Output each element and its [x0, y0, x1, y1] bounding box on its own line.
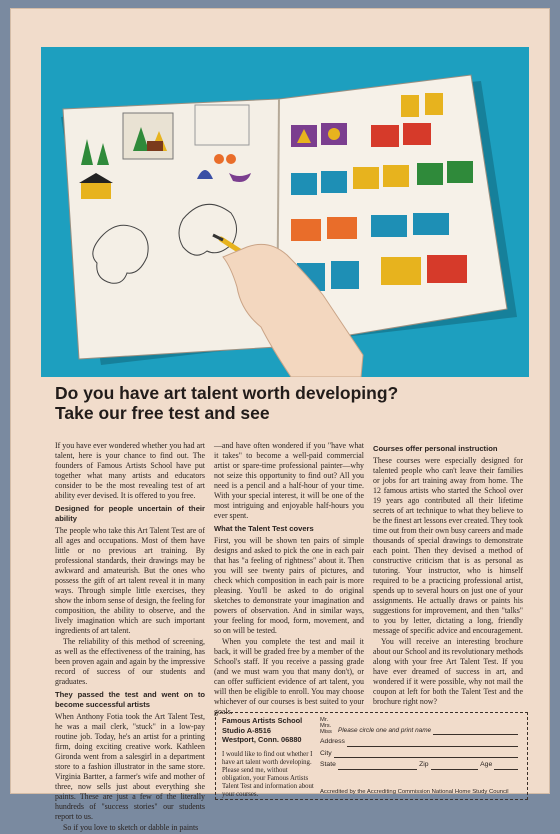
paragraph: You will receive an interesting brochure about our School and its revolutionary methods along with your free Art Talent Test. If you have ever dreamed of success in art, and wondered if it were possible, why not mail the coupon at left for both the Talent Test and the brochure right now?	[373, 637, 523, 706]
art-test-illustration	[41, 47, 529, 377]
subhead-courses: Courses offer personal instruction	[373, 444, 498, 453]
school-name: Famous Artists School	[222, 716, 303, 725]
magazine-page	[10, 8, 550, 832]
mail-coupon[interactable]	[215, 712, 528, 800]
art-test-book-drawing	[41, 47, 529, 377]
subhead-test-covers: What the Talent Test covers	[214, 524, 314, 533]
subhead-designed: Designed for people uncertain of their ability	[55, 504, 205, 523]
circle-note: Please circle one and print name	[338, 726, 432, 734]
city-label: City	[320, 749, 332, 757]
state-line[interactable]	[338, 762, 417, 770]
headline	[55, 383, 525, 423]
city-line[interactable]	[334, 750, 518, 758]
coupon-school-info	[222, 717, 314, 799]
intro-paragraph: If you have ever wondered whether you had art talent, here is your chance to find out. The founders of Famous Artists School have put together what many artists and educators consider to be the most revealing test of art ability ever devised. It is offered to you free.	[55, 441, 205, 500]
paragraph: —and have often wondered if you "have what it takes" to become a well-paid commercial artist or spare-time professional painter—why not seize this opportunity to find out? All you need is a pencil and a half-hour of your time. With your special interest, it will be one of the most intriguing and enjoyable half-hours you ever spent.	[214, 441, 364, 520]
paragraph: So if you love to sketch or dabble in paints	[63, 823, 199, 832]
coupon-request-text: I would like to find out whether I have art talent worth developing. Please send me, without obligation, your Famous Artists Talent Test and information about your courses.	[222, 750, 314, 798]
column-3	[373, 441, 523, 708]
accreditation-note: Accredited by the Accrediting Commission National Home Study Council	[320, 788, 509, 795]
paragraph: These courses were especially designed for talented people who can't leave their families or jobs for art training away from home. The 12 famous artists who started the School over 19 years ago contributed all their lifetime secrets of art technique to what they believe to be the finest art lessons ever created. They took time out from their own busy careers and made thousands of special drawings to demonstrate each point. Then they devised a method of constructive criticism that is as personal as tutoring. Your instructor, who is himself required to be a practicing professional artist, spends up to several hours on just one of your assignments. He actually draws or paints his suggestions for improvement, and then "talks" to you by letter, dictating a long, friendly message of specific advice and encouragement.	[373, 456, 523, 635]
paragraph: When you complete the test and mail it back, it will be graded free by a member of the School's staff. If you receive a passing grade (and we must warn you that many don't), or can offer sufficient evidence of art talent, you will then be eligible to enroll. You may choose whichever of our courses is best suited to your goals.	[214, 637, 364, 716]
name-line[interactable]	[433, 727, 518, 735]
paragraph: When Anthony Fotia took the Art Talent Test, he was a mail clerk, "stuck" in a low-pay routine job. Today, he's an artist for a printing firm, doing exciting creative work. Kathleen Gironda went from a salesgirl in a department store to a fashion illustrator in the same store. Virginia Bartter, a farmer's wife and mother of three, now sells just about everything she paints. These are just a few of the literally hundreds of "success stories" our students report to us.	[55, 712, 205, 821]
column-2	[214, 441, 364, 718]
headline-line-2: Take our free test and see	[55, 403, 270, 423]
column-1	[55, 441, 205, 834]
studio-code: Studio A-8516	[222, 725, 272, 735]
paragraph: First, you will be shown ten pairs of simple designs and asked to pick the one in each pair that has "a feeling of rightness" about it. Then you will see twenty pairs of pictures, and check which composition in each pair is more pleasing. You'll be asked to do original sketches to demonstrate your imagination and powers of observation. And in similar ways, your feeling for mood, form, movement, and so on will be tested.	[214, 536, 364, 635]
address-line[interactable]	[347, 739, 518, 747]
paragraph: The people who take this Art Talent Test are of all ages and occupations. Most of them have little or no previous art training. By professional standards, their drawings may be awkward and amateurish. But the ones who possess the gift of art talent reveal it in many ways. Through simple little exercises, they show the inborn sense of design, the feeling for composition, the ability to observe, and the lively imagination which are such important ingredients of art talent.	[55, 526, 205, 635]
subhead-passed: They passed the test and went on to become successful artists	[55, 690, 205, 709]
address-label: Address	[320, 738, 345, 745]
paragraph: The reliability of this method of screening, as well as the effectiveness of the training, has been proven again and again by the impressive record of success of our students and graduates.	[55, 637, 205, 686]
age-label: Age	[480, 761, 493, 768]
salutation-label: Mr. Mrs. Miss	[320, 717, 332, 735]
school-city: Westport, Conn. 06880	[222, 735, 302, 744]
zip-line[interactable]	[431, 762, 479, 770]
state-label: State	[320, 761, 336, 768]
headline-line-1: Do you have art talent worth developing?	[55, 383, 399, 403]
zip-label: Zip	[419, 761, 429, 768]
age-line[interactable]	[494, 762, 518, 770]
coupon-form[interactable]	[320, 717, 520, 773]
